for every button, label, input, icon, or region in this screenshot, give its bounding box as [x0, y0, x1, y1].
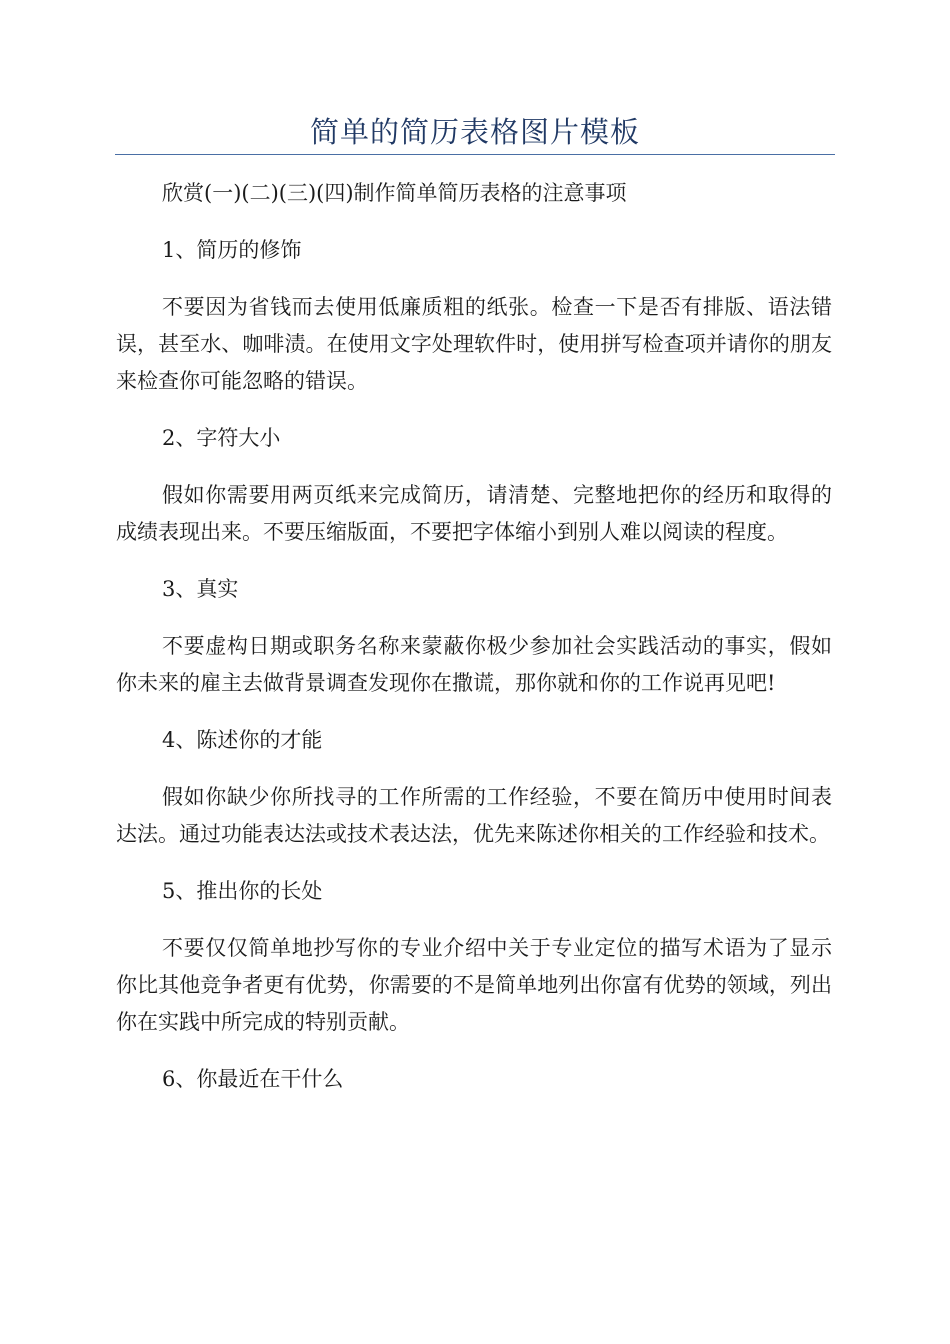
section-heading-6: 6、你最近在干什么: [162, 1067, 344, 1091]
section-body-1: 不要因为省钱而去使用低廉质粗的纸张。检查一下是否有排版、语法错误，甚至水、咖啡渍。在使用文字处理软件时，使用拼写检查项并请你的朋友来检查你可能忽略的错误。: [116, 295, 832, 393]
section-heading-2: 2、字符大小: [162, 426, 281, 450]
intro-paragraph: 欣赏(一)(二)(三)(四)制作简单简历表格的注意事项: [162, 181, 627, 205]
section-heading-4: 4、陈述你的才能: [162, 728, 323, 752]
document-title: 简单的简历表格图片模板: [309, 115, 640, 149]
title-underline: [115, 154, 835, 155]
section-body-4: 假如你缺少你所找寻的工作所需的工作经验，不要在简历中使用时间表达法。通过功能表达法或技术表达法，优先来陈述你相关的工作经验和技术。: [116, 785, 832, 846]
section-body-3: 不要虚构日期或职务名称来蒙蔽你极少参加社会实践活动的事实，假如你未来的雇主去做背景调查发现你在撒谎，那你就和你的工作说再见吧!: [116, 634, 832, 695]
section-body-5: 不要仅仅简单地抄写你的专业介绍中关于专业定位的描写术语为了显示你比其他竞争者更有优势，你需要的不是简单地列出你富有优势的领域，列出你在实践中所完成的特别贡献。: [116, 936, 832, 1034]
section-heading-5: 5、推出你的长处: [162, 879, 323, 903]
section-heading-1: 1、简历的修饰: [162, 238, 302, 262]
section-heading-3: 3、真实: [162, 577, 239, 601]
section-body-2: 假如你需要用两页纸来完成简历，请清楚、完整地把你的经历和取得的成绩表现出来。不要压缩版面，不要把字体缩小到别人难以阅读的程度。: [116, 483, 832, 544]
document-body: [116, 175, 832, 1118]
